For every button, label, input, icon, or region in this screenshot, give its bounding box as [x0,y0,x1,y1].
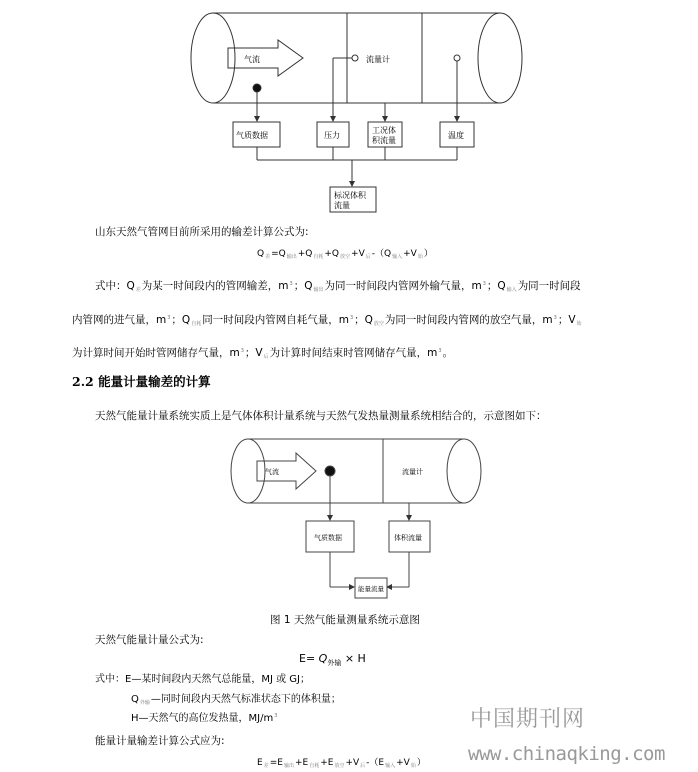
gas-quality-label-2: 气质数据 [314,534,342,542]
where-line-e: 式中：E—某时间段内天然气总能量，MJ 或 GJ； [95,674,310,685]
pipe-right-end [478,13,522,103]
definition-line-2: 内管网的进气量，$m^3$；Q自耗同一时间段内管网自耗气量，$m^3$；Q放空为同一时间段内管网的放空气量，$m^3$；V始 [72,314,582,327]
gas-quality-sensor-2 [325,466,335,476]
temperature-sensor [454,55,460,61]
figure-caption: 图 1 天然气能量测量系统示意图 [270,614,420,626]
intro-text: 山东天然气管网目前所采用的输差计算公式为: [95,226,309,238]
section-heading: 2.2 能量计量输差的计算 [72,374,211,389]
energy-formula-title: 天然气能量计量公式为: [95,634,204,646]
where-line-q: $Q_{外输}—$同时间段内天然气标准状态下的体积量； [131,694,341,706]
definition-line-3: 为计算时间开始时管网储存气量，$m^3$；V后为计算时间结束时管网储存气量，$m^3$。 [72,347,454,360]
work-volume-label-2: 积流量 [372,136,396,145]
flowmeter-label-2: 流量计 [402,468,423,476]
gas-quality-sensor [253,84,261,92]
energy-intro-text: 天然气能量计量系统实质上是气体体积计量系统与天然气发热量测量系统相结合的，示意图如下： [95,410,547,422]
airflow-arrow [228,40,303,76]
definition-line-1: 式中：Q差为某一时间段内的管网输差，$m^3$；Q输出为同一时间段内管网外输气量，$m^3$；Q输入为同一时间段 [95,280,581,293]
where-line-h: H—天然气的高位发热量，$MJ/m^3$ [131,713,278,724]
pressure-label: 压力 [324,131,340,140]
std-volume-label-2: 流量 [334,201,350,210]
energy-difference-title: 能量计量输差计算公式应为: [95,735,225,747]
pipe2-right-end [447,439,481,503]
energy-label-2: 能量流量 [358,585,384,593]
flowmeter-label: 流量计 [366,55,390,64]
energy-difference-formula: $E_差=E_{输出}+E_{自耗}+E_{放空}+V_后-(E_{输入}+V_始)$ [257,758,426,769]
volume-label-2: 体积流量 [394,534,422,542]
energy-formula: $E= Q_{外输} \times H$ [299,652,366,667]
pipeline-diagram-2 [0,430,698,605]
work-volume-label-1: 工况体 [372,126,396,135]
watermark-cn: 中国期刊网 [470,707,586,732]
airflow-label-2: 气流 [265,468,279,476]
temperature-label: 温度 [448,131,464,140]
pressure-sensor [352,55,358,61]
airflow-label: 气流 [244,55,260,64]
pipeline-diagram-1 [0,0,698,215]
std-volume-label-1: 标况体积 [334,191,366,200]
gas-quality-label: 气质数据 [236,131,268,140]
pipe2-left-end [231,439,265,503]
watermark-url: www.chinaqking.com [468,743,665,765]
transfer-difference-formula: $Q_差=Q_{输出}+Q_{自耗}+Q_{放空}+V_后-(Q_{输入}+V_始)$ [257,249,433,260]
